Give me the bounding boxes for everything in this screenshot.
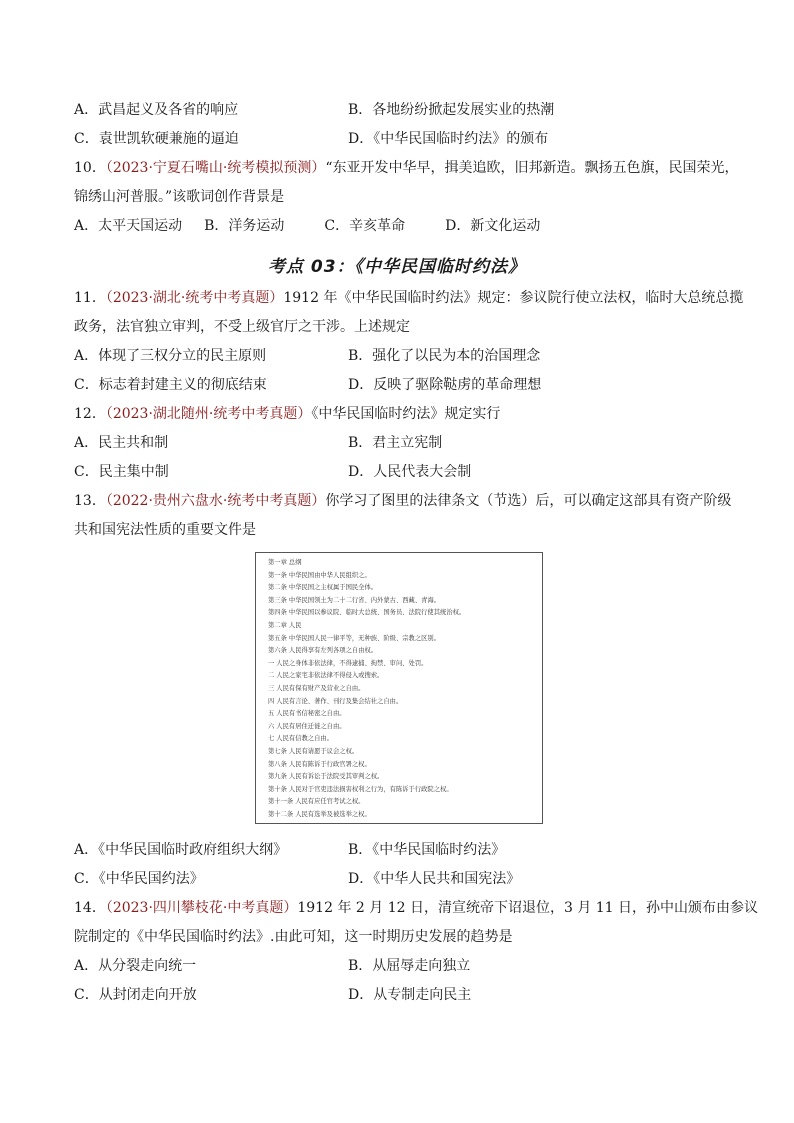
figure-line: 第七条 人民有请愿于议会之权。 — [268, 747, 359, 755]
q11-source: （2023·湖北·统考中考真题） — [105, 290, 284, 306]
figure-line: 第一条 中华民国由中华人民组织之。 — [268, 571, 371, 579]
q9-option-b: B．各地纷纷掀起发展实业的热潮 — [348, 102, 555, 118]
q14-stem-line1 — [74, 898, 758, 918]
q10-option-b: B．洋务运动 — [204, 218, 285, 234]
figure-line: 第六条 人民得享有左列各项之自由权。 — [268, 647, 378, 655]
q14-option-a: A．从分裂走向统一 — [74, 958, 197, 974]
q13-source: （2022·贵州六盘水·统考中考真题） — [105, 493, 326, 509]
q14-option-c: C．从封闭走向开放 — [74, 987, 197, 1003]
figure-line: 第一章 总纲 — [268, 559, 302, 566]
q10-options — [74, 216, 562, 236]
q10-number: 10． — [74, 160, 106, 176]
q12-option-c: C．民主集中制 — [74, 464, 169, 480]
figure-line: 第四条 中华民国以参议院、临时大总统、国务员、法院行使其统治权。 — [268, 609, 466, 617]
q9-option-c: C．袁世凯软硬兼施的逼迫 — [74, 131, 239, 147]
q11-stem-text1: 1912 年《中华民国临时约法》规定：参议院行使立法权，临时大总统总揽 — [283, 290, 744, 306]
q10-option-d: D．新文化运动 — [445, 218, 541, 234]
figure-line: 第五条 中华民国人民一律平等，无种族、阶级、宗教之区别。 — [268, 634, 441, 642]
figure-line: 一 人民之身体非依法律，不得逮捕、拘禁、审问、处罚。 — [268, 659, 428, 667]
figure-line: 三 人民有保有财产及营业之自由。 — [268, 684, 365, 692]
q12-option-d: D．人民代表大会制 — [348, 464, 472, 480]
q12-option-b: B．君主立宪制 — [348, 435, 443, 451]
figure-line: 五 人民有书信秘密之自由。 — [268, 710, 346, 718]
figure-line: 第十条 人民对于官吏违法损害权利之行为，有陈诉于行政院之权。 — [268, 785, 453, 793]
q9-option-d: D．《中华民国临时约法》的颁布 — [348, 131, 549, 147]
q10-stem-text1: “东亚开发中华早，揖美追欧，旧邦新造。飘扬五色旗，民国荣光， — [325, 160, 739, 176]
q14-stem-text1: 1912 年 2 月 12 日，清宣统帝下诏退位，3 月 11 日，孙中山颁布由参议 — [297, 900, 759, 916]
figure-line: 七 人民有信教之自由。 — [268, 735, 333, 743]
q11-option-d: D．反映了驱除鞑虏的革命理想 — [348, 377, 542, 393]
q12-source: （2023·湖北随州·统考中考真题） — [105, 406, 312, 422]
q14-source: （2023·四川攀枝花·中考真题） — [105, 900, 298, 916]
figure-line: 四 人民有言论、著作、刊行及集会结社之自由。 — [268, 697, 403, 705]
figure-line: 第十一条 人民有应任官考试之权。 — [268, 798, 365, 806]
q13-option-c: C．《中华民国约法》 — [74, 871, 204, 887]
q11-stem-line2: 政务，法官独立审判，不受上级官厅之干涉。上述规定 — [74, 319, 410, 335]
q13-option-a: A．《中华民国临时政府组织大纲》 — [74, 842, 288, 858]
q13-option-b: B．《中华民国临时约法》 — [348, 842, 506, 858]
law-excerpt-figure — [255, 552, 543, 824]
q11-option-c: C．标志着封建主义的彻底结束 — [74, 377, 267, 393]
q10-stem-line2: 锦绣山河普服。”该歌词创作背景是 — [74, 189, 285, 205]
q11-number: 11． — [74, 290, 106, 306]
q14-number: 14． — [74, 900, 106, 916]
figure-line: 第二章 人民 — [268, 621, 302, 629]
q13-stem-text1: 你学习了图里的法律条文（节选）后，可以确定这部具有资产阶级 — [325, 493, 732, 509]
q12-stem-text1: 《中华民国临时约法》规定实行 — [311, 406, 501, 422]
figure-line: 第三条 中华民国领土为二十二行省、内外蒙古、西藏、青海。 — [268, 596, 441, 604]
q10-option-a: A．太平天国运动 — [74, 218, 183, 234]
q13-number: 13． — [74, 493, 106, 509]
figure-line: 第八条 人民有陈诉于行政官署之权。 — [268, 760, 371, 768]
q10-source: （2023·宁夏石嘴山·统考模拟预测） — [105, 160, 326, 176]
figure-line: 第九条 人民有诉讼于法院受其审判之权。 — [268, 773, 384, 781]
q12-number: 12． — [74, 406, 106, 422]
q11-option-a: A．体现了三权分立的民主原则 — [74, 348, 267, 364]
figure-line: 第二条 中华民国之主权属于国民全体。 — [268, 584, 378, 592]
q11-stem-line1 — [74, 288, 743, 308]
figure-line: 二 人民之家宅非依法律不得侵入或搜索。 — [268, 672, 384, 680]
q12-option-a: A．民主共和制 — [74, 435, 169, 451]
q14-option-d: D．从专制走向民主 — [348, 987, 472, 1003]
q13-stem-line1 — [74, 491, 731, 511]
q12-stem-line1 — [74, 404, 500, 424]
q14-stem-line2: 院制定的《中华民国临时约法》.由此可知，这一时期历史发展的趋势是 — [74, 929, 513, 945]
q9-option-a: A．武昌起义及各省的响应 — [74, 102, 239, 118]
figure-line: 六 人民有居住迁徙之自由。 — [268, 722, 346, 730]
q10-stem-line1 — [74, 158, 739, 178]
q13-option-d: D．《中华人民共和国宪法》 — [348, 871, 521, 887]
q11-option-b: B．强化了以民为本的治国理念 — [348, 348, 541, 364]
section-heading: 考点 03：《中华民国临时约法》 — [267, 257, 527, 277]
q14-option-b: B．从屈辱走向独立 — [348, 958, 471, 974]
figure-line: 第十二条 人民有选举及被选举之权。 — [268, 810, 371, 818]
q13-stem-line2: 共和国宪法性质的重要文件是 — [74, 522, 256, 538]
q10-option-c: C．辛亥革命 — [324, 218, 406, 234]
